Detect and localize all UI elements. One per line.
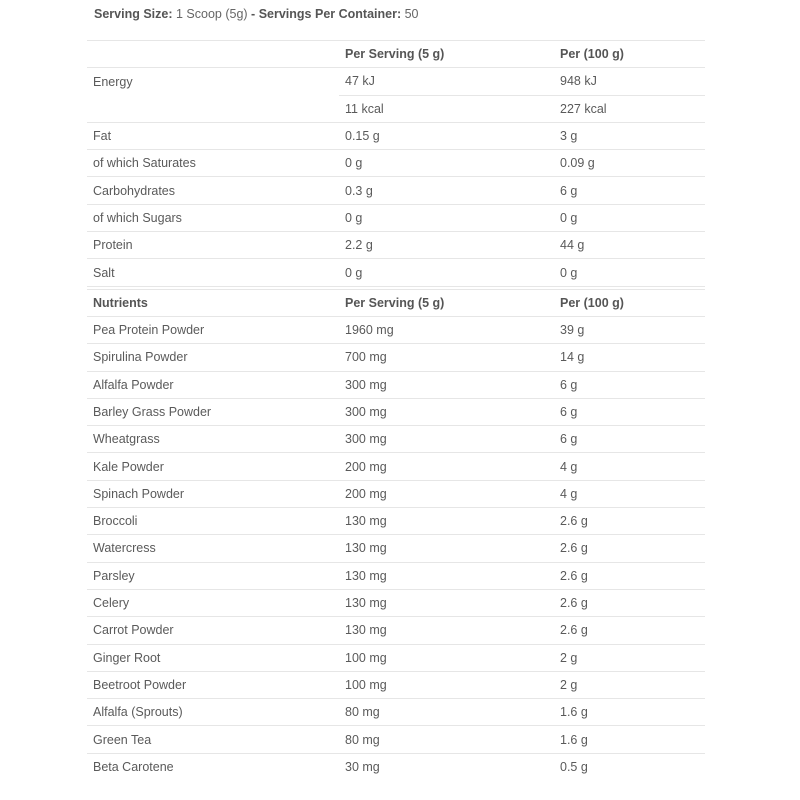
cell-per-100g: 0 g	[554, 259, 705, 288]
cell-per-100g: 14 g	[554, 344, 705, 371]
cell-per-100g: 1.6 g	[554, 699, 705, 726]
cell-name: Beta Carotene	[87, 753, 339, 780]
cell-per-100g: 4 g	[554, 480, 705, 507]
cell-per-100g: 0 g	[554, 204, 705, 231]
cell-per-serving: 100 mg	[339, 671, 554, 698]
cell-per-100g: 2.6 g	[554, 589, 705, 616]
cell-per-serving: 47 kJ	[339, 68, 554, 95]
cell-name: Green Tea	[87, 726, 339, 753]
cell-name: Energy	[87, 68, 339, 95]
cell-per-serving: 200 mg	[339, 453, 554, 480]
table-row	[87, 753, 705, 780]
table-row	[87, 371, 705, 398]
cell-name: Alfalfa Powder	[87, 371, 339, 398]
cell-per-serving: 130 mg	[339, 508, 554, 535]
cell-per-serving: 0 g	[339, 259, 554, 288]
cell-per-100g: 6 g	[554, 426, 705, 453]
cell-per-100g: 39 g	[554, 316, 705, 343]
cell-per-100g: 3 g	[554, 122, 705, 149]
cell-name: Protein	[87, 232, 339, 259]
table-row	[87, 232, 705, 259]
cell-per-100g: 2.6 g	[554, 535, 705, 562]
cell-name: Salt	[87, 259, 339, 288]
cell-name: Watercress	[87, 535, 339, 562]
table-row	[87, 480, 705, 507]
table-row	[87, 589, 705, 616]
table-row	[87, 122, 705, 149]
cell-name: Beetroot Powder	[87, 671, 339, 698]
cell-name: Fat	[87, 122, 339, 149]
header-cell-per-100g: Per (100 g)	[554, 41, 705, 68]
cell-per-100g: 4 g	[554, 453, 705, 480]
cell-per-100g: 6 g	[554, 398, 705, 425]
table-row	[87, 535, 705, 562]
table-row	[87, 426, 705, 453]
cell-name: Spirulina Powder	[87, 344, 339, 371]
table-row	[87, 316, 705, 343]
header-cell-per-serving: Per Serving (5 g)	[339, 288, 554, 317]
cell-per-serving: 300 mg	[339, 398, 554, 425]
cell-per-100g: 227 kcal	[554, 95, 705, 122]
cell-name: Parsley	[87, 562, 339, 589]
cell-name: of which Sugars	[87, 204, 339, 231]
cell-per-serving: 130 mg	[339, 589, 554, 616]
serving-size-label: Serving Size:	[94, 7, 173, 21]
cell-per-serving: 300 mg	[339, 426, 554, 453]
cell-per-100g: 2 g	[554, 671, 705, 698]
table-row	[87, 68, 705, 95]
table-row	[87, 344, 705, 371]
cell-per-serving: 80 mg	[339, 726, 554, 753]
cell-per-serving: 1960 mg	[339, 316, 554, 343]
cell-per-100g: 2.6 g	[554, 508, 705, 535]
cell-per-serving: 30 mg	[339, 753, 554, 780]
cell-per-serving: 80 mg	[339, 699, 554, 726]
cell-name: Barley Grass Powder	[87, 398, 339, 425]
table-row	[87, 150, 705, 177]
cell-name: of which Saturates	[87, 150, 339, 177]
cell-name: Kale Powder	[87, 453, 339, 480]
cell-name: Alfalfa (Sprouts)	[87, 699, 339, 726]
table-row	[87, 453, 705, 480]
nutrition-table	[87, 40, 705, 780]
table-row	[87, 562, 705, 589]
table-row	[87, 617, 705, 644]
cell-per-serving: 130 mg	[339, 535, 554, 562]
header-cell-per-100g: Per (100 g)	[554, 288, 705, 317]
cell-per-serving: 700 mg	[339, 344, 554, 371]
cell-per-serving: 2.2 g	[339, 232, 554, 259]
cell-per-serving: 0 g	[339, 204, 554, 231]
cell-per-serving: 200 mg	[339, 480, 554, 507]
cell-name: Wheatgrass	[87, 426, 339, 453]
cell-per-serving: 300 mg	[339, 371, 554, 398]
table-row	[87, 644, 705, 671]
nutrition-section	[87, 41, 705, 288]
cell-per-100g: 0.5 g	[554, 753, 705, 780]
cell-per-100g: 948 kJ	[554, 68, 705, 95]
table-row	[87, 398, 705, 425]
table-row	[87, 177, 705, 204]
header-cell-nutrients: Nutrients	[87, 288, 339, 317]
table-row	[87, 259, 705, 288]
cell-name: Ginger Root	[87, 644, 339, 671]
cell-name: Spinach Powder	[87, 480, 339, 507]
table-row	[87, 204, 705, 231]
serving-info	[94, 7, 419, 21]
cell-per-100g: 6 g	[554, 371, 705, 398]
cell-per-100g: 6 g	[554, 177, 705, 204]
table-row	[87, 699, 705, 726]
table-row	[87, 671, 705, 698]
servings-per-container-label: Servings Per Container:	[258, 7, 402, 21]
cell-per-serving: 100 mg	[339, 644, 554, 671]
cell-per-100g: 2.6 g	[554, 562, 705, 589]
table-row	[87, 508, 705, 535]
cell-per-100g: 2 g	[554, 644, 705, 671]
nutrients-header-row	[87, 288, 705, 317]
cell-per-100g: 0.09 g	[554, 150, 705, 177]
cell-name: Pea Protein Powder	[87, 316, 339, 343]
cell-per-100g: 44 g	[554, 232, 705, 259]
cell-name: Carbohydrates	[87, 177, 339, 204]
nutrition-header-row	[87, 41, 705, 68]
serving-size-value: 1 Scoop (5g)	[175, 7, 248, 21]
cell-per-100g: 1.6 g	[554, 726, 705, 753]
nutrients-section	[87, 288, 705, 780]
cell-per-serving: 130 mg	[339, 617, 554, 644]
serving-separator: -	[251, 7, 256, 21]
servings-per-container-value: 50	[404, 7, 419, 21]
cell-per-serving: 130 mg	[339, 562, 554, 589]
cell-per-100g: 2.6 g	[554, 617, 705, 644]
header-cell-per-serving: Per Serving (5 g)	[339, 41, 554, 68]
table-row	[87, 726, 705, 753]
cell-name: Celery	[87, 589, 339, 616]
cell-per-serving: 0.3 g	[339, 177, 554, 204]
cell-per-serving: 0 g	[339, 150, 554, 177]
table-row	[87, 95, 705, 122]
header-cell-name	[87, 41, 339, 68]
cell-name: Carrot Powder	[87, 617, 339, 644]
cell-name	[87, 95, 339, 122]
cell-name: Broccoli	[87, 508, 339, 535]
cell-per-serving: 0.15 g	[339, 122, 554, 149]
cell-per-serving: 11 kcal	[339, 95, 554, 122]
